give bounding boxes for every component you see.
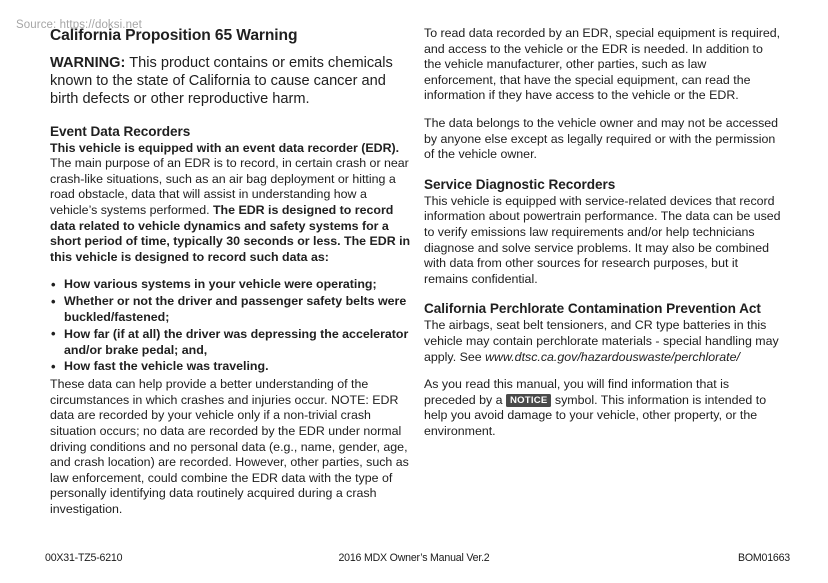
edr-ownership-paragraph: The data belongs to the vehicle owner and may not be accessed by anyone else except as legally required or with the permission of the vehicle owner. [424, 115, 779, 162]
perchlorate-paragraph [424, 318, 782, 365]
edr-intro-bold-sentence: This vehicle is equipped with an event data recorder (EDR). [50, 140, 400, 155]
two-column-body [0, 26, 828, 526]
source-watermark: Source: https://doksi.net [16, 19, 142, 31]
perchlorate-text: The airbags, seat belt tensioners, and CR type batteries in this vehicle may contain perchlorate materials - special handling may apply. See [424, 318, 779, 364]
page-footer [0, 552, 828, 566]
footer-part-number: 00X31-TZ5-6210 [45, 552, 123, 564]
notice-badge: NOTICE [506, 394, 551, 408]
footer-document-code: BOM01663 [738, 552, 790, 564]
edr-access-paragraph: To read data recorded by an EDR, special equipment is required, and access to the vehicle or the EDR is needed. In addition to the vehicle manufacturer, other parties, such as law enforcement, that have the special equipment, can read the information if they have access to the vehicle or the EDR. [424, 26, 781, 103]
edr-data-bullet-list [50, 277, 412, 375]
page-title: California Proposition 65 Warning [50, 27, 298, 44]
edr-intro-bold-tail: The EDR is designed to record data related to vehicle dynamics and safety systems for a short period of time, typically 30 seconds or less. The EDR in this vehicle is designed to record such data as: [50, 202, 411, 264]
notice-text-after: symbol. This information is intended to help you avoid damage to your vehicle, other property, or the environment. [424, 392, 767, 438]
edr-intro-paragraph [50, 141, 412, 266]
heading-event-data-recorders: Event Data Recorders [50, 123, 191, 139]
prop65-warning-paragraph [50, 54, 412, 109]
list-item: • How fast the vehicle was traveling. [50, 359, 412, 375]
service-diagnostic-paragraph: This vehicle is equipped with service-related devices that record information about powertrain performance. The data can be used to verify emissions law requirements and/or help technicians diagnose and solve service problems. It may also be combined with data from other sources for research purposes, but it remains confidential. [424, 193, 781, 286]
perchlorate-url: www.dtsc.ca.gov/hazardouswaste/perchlorate/ [485, 349, 740, 364]
heading-service-diagnostic-recorders: Service Diagnostic Recorders [424, 176, 616, 192]
left-column [50, 26, 412, 517]
list-item: • How far (if at all) the driver was depressing the accelerator and/or brake pedal; and, [50, 327, 412, 359]
notice-symbol-paragraph [424, 377, 782, 439]
heading-california-perchlorate-act: California Perchlorate Contamination Prevention Act [424, 301, 761, 317]
footer-manual-title: 2016 MDX Owner’s Manual Ver.2 [338, 552, 490, 564]
notice-text-before: As you read this manual, you will find information that is preceded by a [424, 377, 730, 407]
edr-closing-paragraph: These data can help provide a better understanding of the circumstances in which crashes and injuries occur. NOTE: EDR data are recorded by your vehicle only if a non-trivial crash situation occurs; no data are recorded by the EDR under normal driving conditions and no personal data (e.g., name, gender, age, and crash location) are recorded. However, other parties, such as law enforcement, could combine the EDR data with the type of personally identifying data routinely acquired during a crash investigation. [50, 377, 409, 516]
list-item: • How various systems in your vehicle were operating; [50, 277, 412, 293]
list-item: • Whether or not the driver and passenger safety belts were buckled/fastened; [50, 294, 412, 326]
edr-intro-normal-text: The main purpose of an EDR is to record, in certain crash or near crash-like situations, such as an air bag deployment or hitting a road obstacle, data that will assist in understanding how a vehicle’s systems performed. [50, 156, 409, 217]
right-column [424, 26, 782, 439]
warning-body-text: This product contains or emits chemicals known to the state of California to cause cancer and birth defects or other reproductive harm. [50, 55, 393, 108]
warning-lead-label: WARNING: [50, 55, 126, 71]
